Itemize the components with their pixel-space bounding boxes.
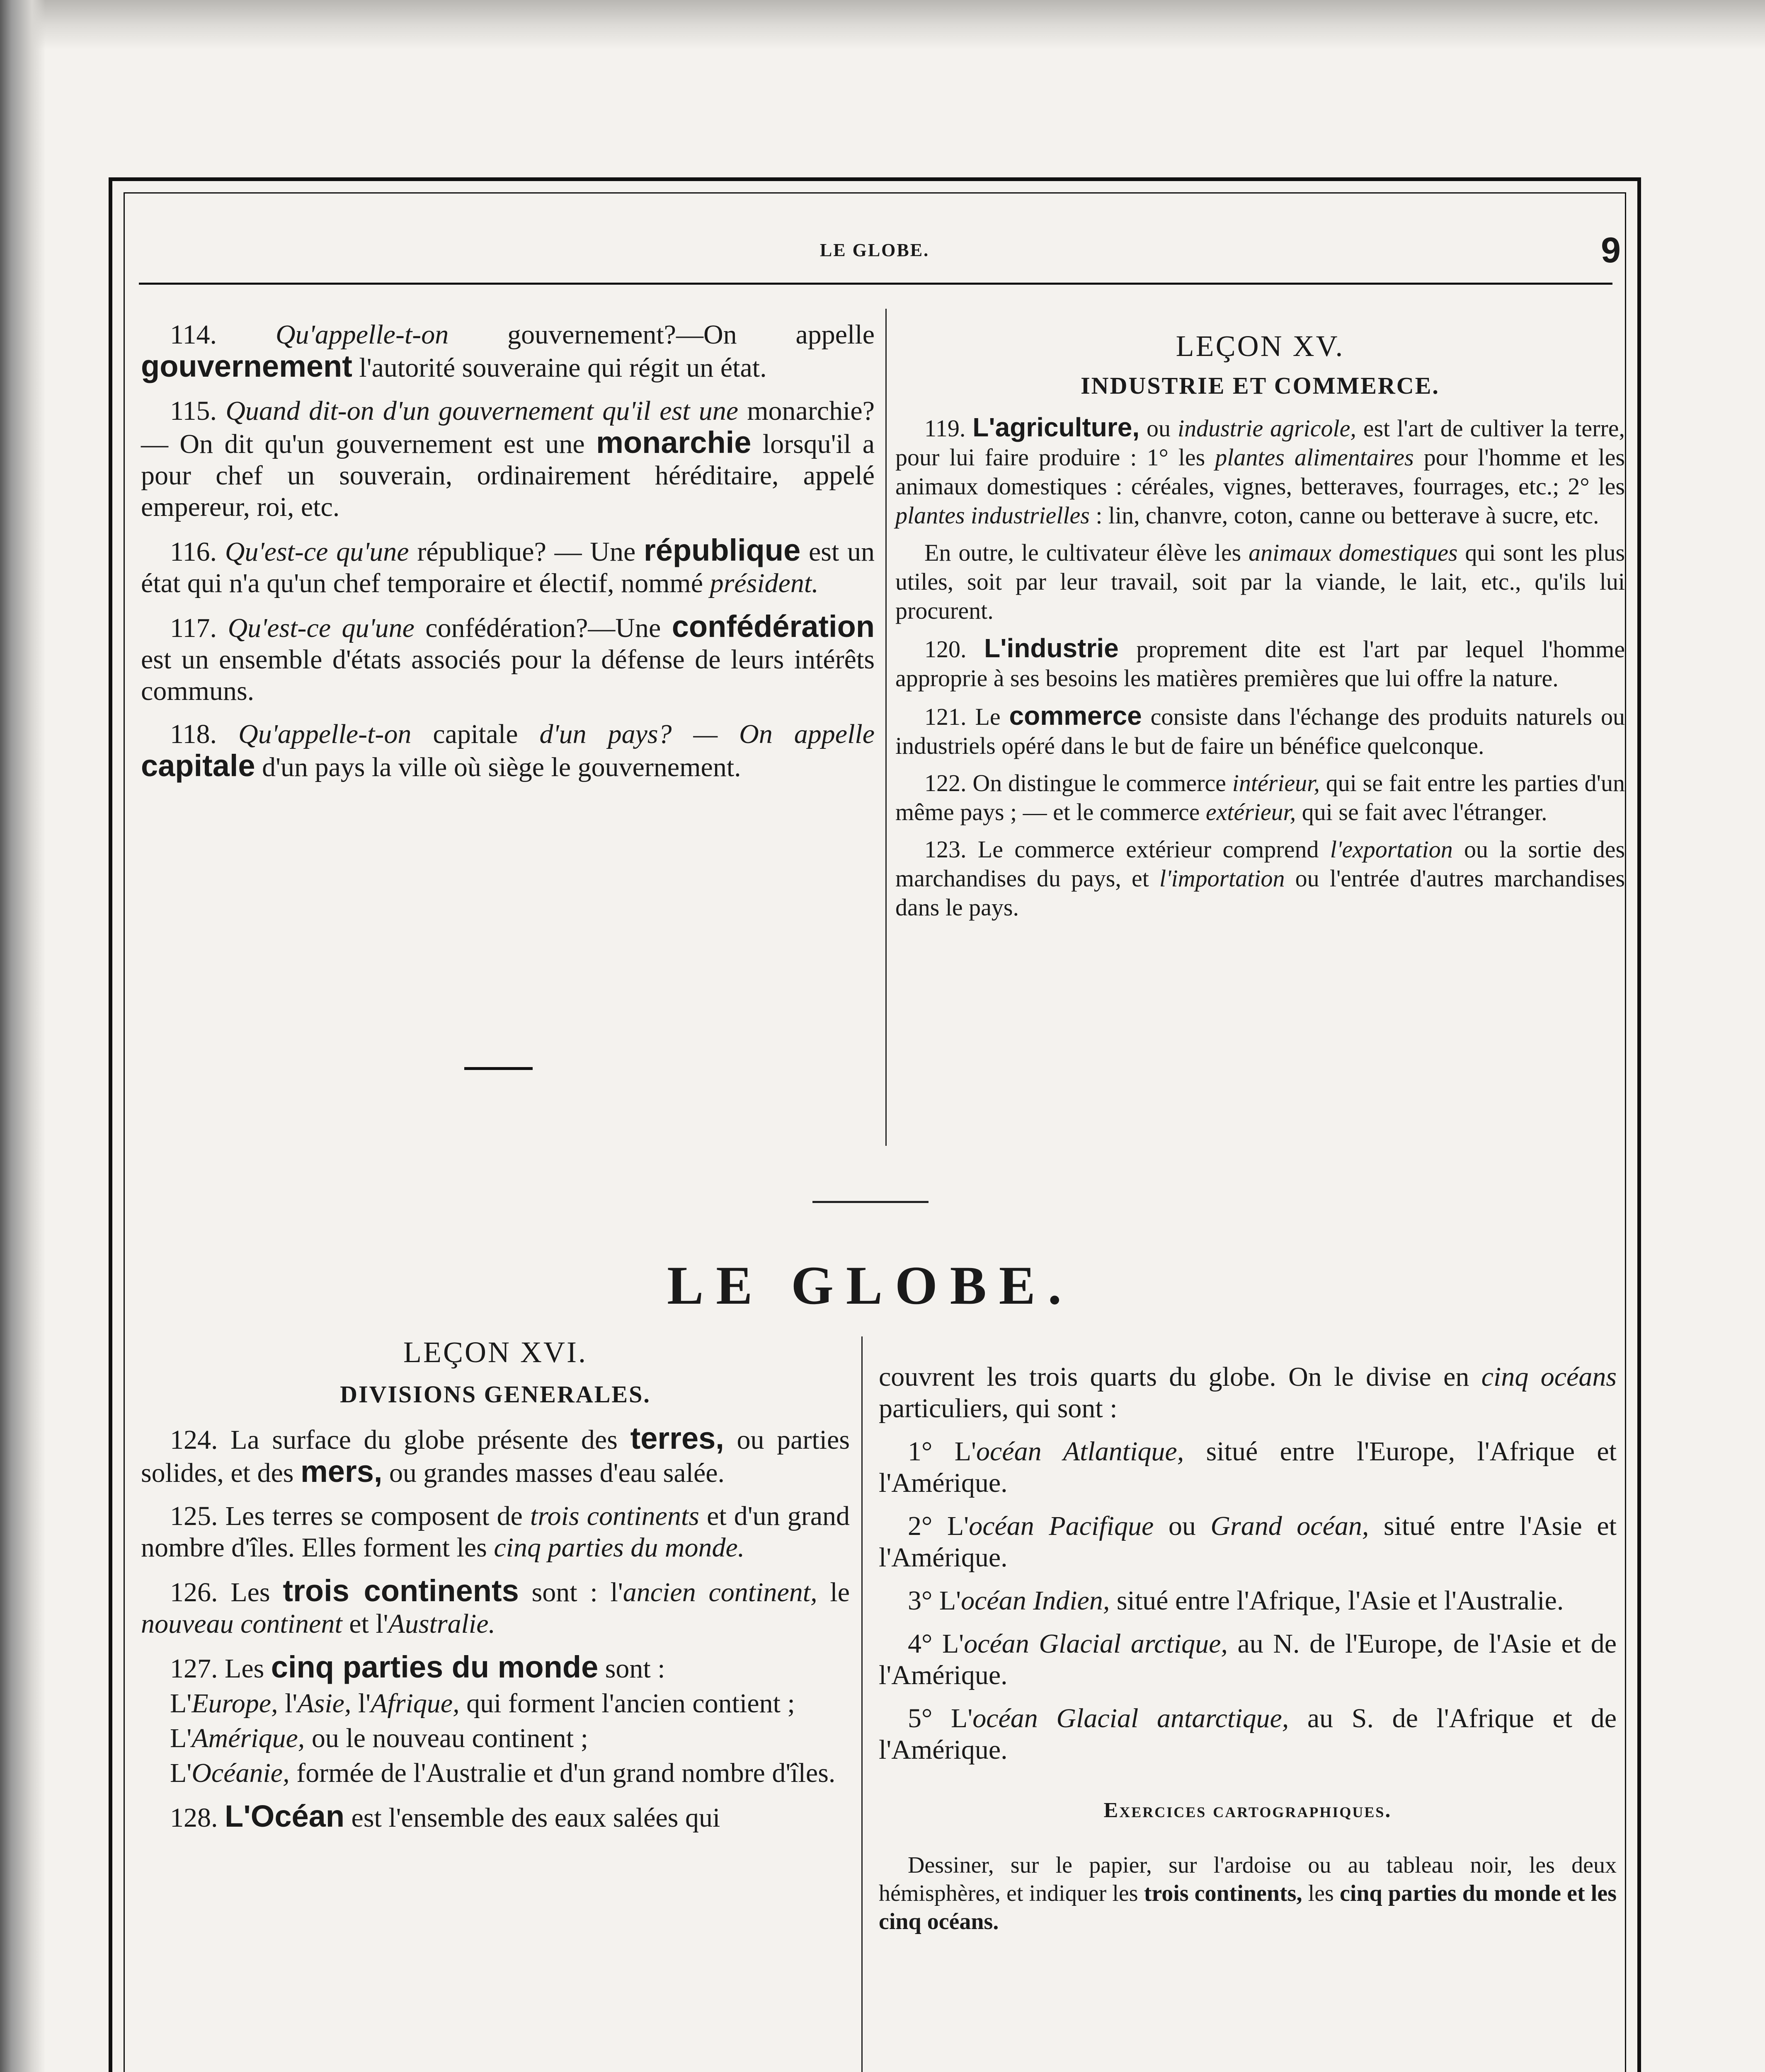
lesson-15-subtitle: INDUSTRIE ET COMMERCE. xyxy=(1081,372,1440,399)
section-dash xyxy=(464,1067,533,1070)
ocean-antarctic: 5° L'océan Glacial antarctique, au S. de l'Afrique et de l'Amérique. xyxy=(879,1703,1617,1765)
scan-shadow-left xyxy=(0,0,46,2072)
lesson-16-title: LEÇON XVI. xyxy=(403,1336,587,1369)
paragraph-127-line-2: L'Amérique, ou le nouveau continent ; xyxy=(170,1723,588,1753)
lesson-16-right-column xyxy=(879,1361,1617,1947)
paragraph-120: 120. L'industrie proprement dite est l'art par lequel l'homme approprie à ses besoins les matières premières que lui offre la nature. xyxy=(895,633,1625,692)
paragraph-122: 122. On distingue le commerce intérieur, qui se fait entre les parties d'un même pays ; — et le commerce extérieur, qui se fait avec l'étranger. xyxy=(895,770,1625,825)
paragraph-127-line-3: L'Océanie, formée de l'Australie et d'un grand nombre d'îles. xyxy=(170,1758,836,1788)
ocean-pacific: 2° L'océan Pacifique ou Grand océan, situé entre l'Asie et l'Amérique. xyxy=(879,1511,1617,1573)
question-116: 116. Qu'est-ce qu'une république? — Une république est un état qui n'a qu'un chef temporaire et électif, nommé président. xyxy=(141,533,875,598)
scan-shadow-top xyxy=(0,0,1765,50)
question-117: 117. Qu'est-ce qu'une confédération?—Une confédération est un ensemble d'états associés pour la défense de leurs intérêts communs. xyxy=(141,609,875,706)
lesson-16-subtitle: DIVISIONS GENERALES. xyxy=(340,1381,651,1408)
paragraph-121: 121. Le commerce consiste dans l'échange des produits naturels ou industriels opéré dans le but de faire un bénéfice quelconque. xyxy=(895,701,1625,759)
exercises-title: Exercices cartographiques. xyxy=(1103,1798,1392,1822)
paragraph-128-continued: couvrent les trois quarts du globe. On le divise en cinq océans particuliers, qui sont : xyxy=(879,1362,1617,1423)
paragraph-119b: En outre, le cultivateur élève les animaux domestiques qui sont les plus utiles, soit par leur travail, soit par la viande, le lait, etc., qu'ils lui procurent. xyxy=(895,539,1625,624)
paragraph-119: 119. L'agriculture, ou industrie agricole, est l'art de cultiver la terre, pour lui faire produire : 1° les plantes alimentaires pour l'homme et les animaux domestiques : céréales, vignes, betteraves, fourrages, etc.; 2° les plantes industrielles : lin, chanvre, coton, canne ou betterave à sucre, etc. xyxy=(895,412,1625,529)
ocean-indian: 3° L'océan Indien, situé entre l'Afrique, l'Asie et l'Australie. xyxy=(908,1585,1564,1616)
paragraph-127: 127. Les cinq parties du monde sont : xyxy=(170,1650,665,1684)
lesson-16-left-column xyxy=(141,1336,850,1845)
paragraph-127-line-1: L'Europe, l'Asie, l'Afrique, qui forment l'ancien contient ; xyxy=(170,1688,795,1719)
page-number: 9 xyxy=(1601,230,1621,270)
question-114: 114. Qu'appelle-t-on gouvernement?—On appelle gouvernement l'autorité souveraine qui régit un état. xyxy=(141,320,875,383)
question-115: 115. Quand dit-on d'un gouvernement qu'il est une monarchie? — On dit qu'un gouvernement est une monarchie lorsqu'il a pour chef un souverain, ordinairement héréditaire, appelé empereur, roi, etc. xyxy=(141,396,875,522)
globe-main-title: LE GLOBE. xyxy=(667,1255,1074,1316)
paragraph-126: 126. Les trois continents sont : l'ancien continent, le nouveau continent et l'Australie. xyxy=(141,1573,850,1639)
question-118: 118. Qu'appelle-t-on capitale d'un pays? — On appelle capitale d'un pays la ville où siège le gouvernement. xyxy=(141,719,875,783)
lesson-15-title: LEÇON XV. xyxy=(1176,329,1345,363)
decorative-rule xyxy=(812,1201,929,1203)
header-rule xyxy=(139,283,1612,285)
paragraph-128: 128. L'Océan est l'ensemble des eaux salées qui xyxy=(170,1799,720,1833)
column-divider-bottom xyxy=(861,1336,863,2072)
top-left-column xyxy=(141,319,875,795)
column-divider-top xyxy=(885,309,887,1146)
paragraph-124: 124. La surface du globe présente des terres, ou parties solides, et des mers, ou grandes masses d'eau salée. xyxy=(141,1421,850,1489)
running-head: LE GLOBE. xyxy=(819,240,930,260)
paragraph-123: 123. Le commerce extérieur comprend l'exportation ou la sortie des marchandises du pays, et l'importation ou l'entrée d'autres marchandises dans le pays. xyxy=(895,836,1625,921)
paragraph-125: 125. Les terres se composent de trois continents et d'un grand nombre d'îles. Elles forment les cinq parties du monde. xyxy=(141,1501,850,1563)
lesson-15-column xyxy=(895,329,1625,930)
ocean-arctic: 4° L'océan Glacial arctique, au N. de l'Europe, de l'Asie et de l'Amérique. xyxy=(879,1629,1617,1690)
ocean-atlantic: 1° L'océan Atlantique, situé entre l'Europe, l'Afrique et l'Amérique. xyxy=(879,1436,1617,1498)
exercises-text: Dessiner, sur le papier, sur l'ardoise ou au tableau noir, les deux hémisphères, et indiquer les trois continents, les cinq parties du monde et les cinq océans. xyxy=(879,1852,1617,1934)
